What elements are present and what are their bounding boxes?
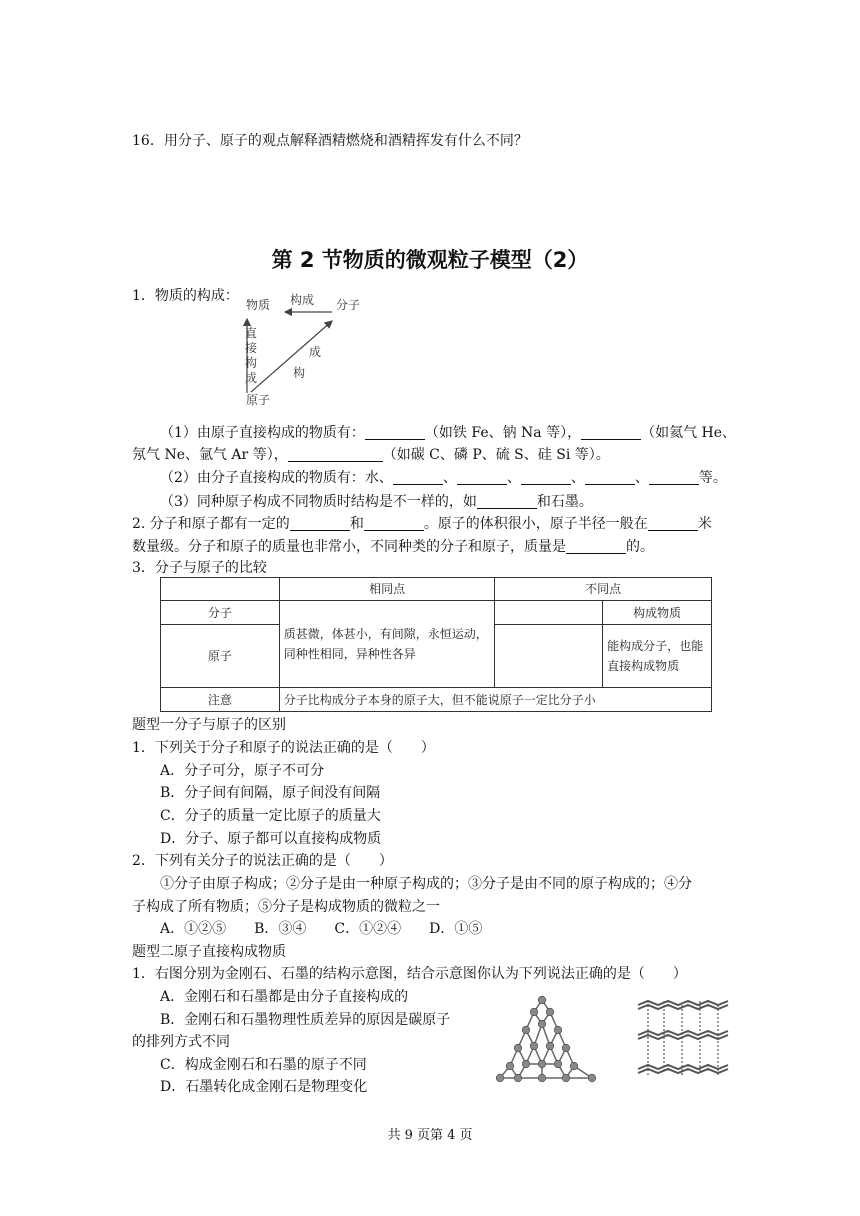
s2-line2: [132, 539, 654, 554]
s1-line1: [160, 425, 736, 440]
blank: [288, 447, 383, 462]
type1-title: 题型一分子与原子的区别: [132, 717, 286, 733]
table-cell: [161, 578, 280, 601]
table-header-diff: 不同点: [495, 578, 712, 601]
type2-q1-option-cont: 的排列方式不同: [132, 1034, 230, 1050]
diagram-side-char: 构: [245, 356, 258, 370]
table-cell: 能构成分子，也能直接构成物质: [603, 625, 712, 688]
diagram-atom: 原子: [246, 393, 271, 407]
text: 、: [634, 470, 649, 486]
blank: [585, 470, 635, 485]
s3-label: 3．分子与原子的比较: [132, 560, 267, 576]
table-cell: [495, 625, 603, 688]
text: 、: [570, 470, 585, 486]
text: 氖气 Ne、氩气 Ar 等），: [132, 447, 288, 463]
table-row: [161, 601, 712, 625]
page-footer: 共 9 页第 4 页: [387, 1128, 473, 1143]
diagram-arrow-label: 构成: [290, 293, 315, 307]
table-row-molecule: 分子: [161, 601, 280, 625]
text: 和: [349, 516, 364, 532]
text: 。原子的体积很小，原子半径一般在: [423, 516, 648, 532]
text: （1）由原子直接构成的物质有：: [160, 425, 365, 441]
blank: [364, 516, 424, 531]
type1-q1-option: B．分子间有间隔，原子间没有间隔: [160, 785, 381, 801]
s1-line3: [160, 470, 727, 485]
table-note-cell: 分子比构成分子本身的原子大，但不能说原子一定比分子小: [279, 688, 711, 712]
text: 2. 分子和原子都有一定的: [132, 516, 290, 532]
type1-q1-option: D．分子、原子都可以直接构成物质: [160, 831, 382, 847]
type1-q1-option: A．分子可分，原子不可分: [160, 763, 325, 779]
type1-q2: 2．下列有关分子的说法正确的是（ ）: [132, 853, 393, 869]
s2-line1: [132, 516, 712, 531]
question-16: 16．用分子、原子的观点解释酒精燃烧和酒精挥发有什么不同？: [132, 133, 528, 149]
table-cell: 构成物质: [603, 601, 712, 625]
type1-q2-text: 子构成了所有物质；⑤分子是构成物质的微粒之一: [132, 899, 440, 915]
diagram-substance: 物质: [246, 298, 271, 312]
diagram-diag-char: 构: [293, 366, 306, 380]
type1-q2-options: A．①②⑤ B．③④ C．①②④ D．①⑤: [160, 921, 483, 937]
text: （2）由分子直接构成的物质有：水、: [160, 470, 393, 486]
type2-title: 题型二原子直接构成物质: [132, 944, 286, 960]
table-row-note: 注意: [161, 688, 280, 712]
table-cell: [495, 601, 603, 625]
table-row: [161, 578, 712, 601]
diagram-molecule: 分子: [336, 298, 361, 312]
table-row: [161, 688, 712, 712]
text: 、: [442, 470, 457, 486]
text: （如铁 Fe、钠 Na 等），: [424, 425, 582, 441]
comparison-table: [160, 577, 712, 712]
blank: [649, 470, 699, 485]
s1-line2: [132, 447, 610, 462]
text: 等。: [698, 470, 727, 486]
text: 米: [697, 516, 712, 532]
type2-q1: 1．右图分别为金刚石、石墨的结构示意图，结合示意图你认为下列说法正确的是（ ）: [132, 966, 687, 982]
blank: [393, 470, 443, 485]
type2-q1-option: C．构成金刚石和石墨的原子不同: [160, 1057, 367, 1073]
graphite-structure-image: [634, 995, 734, 1085]
text: 的。: [626, 539, 654, 555]
type1-q2-text: ①分子由原子构成；②分子是由一种原子构成的；③分子是由不同的原子构成的；④分: [160, 876, 692, 892]
text: （如碳 C、磷 P、硫 S、硅 Si 等）。: [382, 447, 610, 463]
text: 数量级。分子和原子的质量也非常小，不同种类的分子和原子，质量是: [132, 539, 566, 555]
s1-line4: [160, 494, 593, 509]
section-title: 第 2 节物质的微观粒子模型（2）: [271, 248, 589, 272]
blank: [290, 516, 350, 531]
diagram-diag-char: 成: [309, 345, 322, 359]
blank: [521, 470, 571, 485]
type2-q1-option: B．金刚石和石墨物理性质差异的原因是碳原子: [160, 1012, 451, 1028]
type1-q1: 1．下列关于分子和原子的说法正确的是（ ）: [132, 740, 435, 756]
composition-label: 1．物质的构成：: [132, 288, 239, 304]
text: 和石墨。: [536, 494, 593, 510]
blank: [581, 425, 641, 440]
table-header-same: 相同点: [279, 578, 495, 601]
table-row-atom: 原子: [161, 625, 280, 688]
blank: [365, 425, 425, 440]
type2-q1-option: A．金刚石和石墨都是由分子直接构成的: [160, 989, 409, 1005]
blank: [566, 539, 626, 554]
diagram-side-char: 直: [245, 326, 258, 340]
diagram-side-char: 成: [245, 371, 258, 385]
text: 、: [506, 470, 521, 486]
diamond-structure-image: [492, 990, 602, 1090]
composition-diagram: [242, 293, 367, 408]
text: （3）同种原子构成不同物质时结构是不一样的，如: [160, 494, 477, 510]
table-same-cell: 质甚微，体甚小，有间隙，永恒运动，同种性相同，异种性各异: [279, 601, 495, 688]
blank: [477, 494, 537, 509]
type2-q1-option: D．石墨转化成金刚石是物理变化: [160, 1079, 368, 1095]
blank: [648, 516, 698, 531]
diagram-side-char: 接: [245, 341, 258, 355]
blank: [457, 470, 507, 485]
type1-q1-option: C．分子的质量一定比原子的质量大: [160, 808, 381, 824]
text: （如氦气 He、: [641, 425, 737, 441]
